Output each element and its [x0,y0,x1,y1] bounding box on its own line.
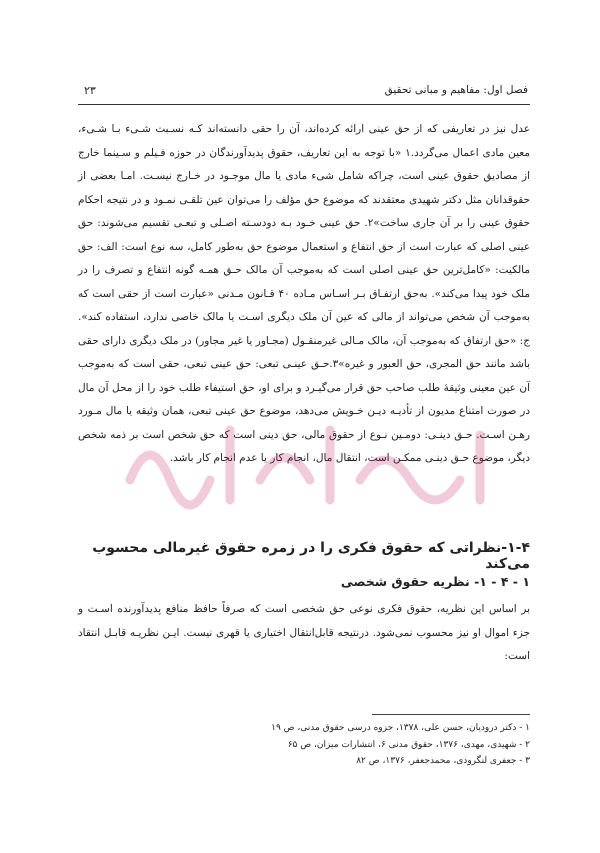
body-paragraph: عدل نیز در تعاریفی که از حق عینی ارائه کرده‌اند، آن را حقی دانسته‌اند کـه نسـبت شـیء بـا شـیء، معین مادی اعمال می‌گردد.۱ «با توجه به این تعاریف، حقوق پدیدآورندگان در حوزه فـیلم و سـینما خارج از مصادیق حقوق عینی است، چراکه شامل شیء مادی یا مال موجـود در خـارج نیسـت. امـا بعضی از حقوقدانان مثل دکتر شهیدی معتقدند که موضوع حق مؤلف را می‌توان عین تلقـی نمـود و در نتیجه احکام حقوق عینی را بر آن جاری ساخت»۲. حق عینی خـود بـه دودسـته اصـلی و تبعـی تقسیم می‌شوند: حق عینی اصلی که عبارت است از حق انتفاع و استعمال موضوع حق به‌طور کامل، سه نوع است: الف: حق مالکیت: «کامل‌ترین حق عینی اصلی است که به‌موجب آن مالک حـق همـه گونه انتفاع و تصرف را در ملک خود پیدا می‌کند». به‌حق ارتفـاق بـر اسـاس مـاده ۴۰ قـانون مـدنی «عبارت است از حقی است که به‌موجب آن شخص می‌تواند از مالی که عین آن ملک دیگری اسـت یا مالک خاصی ندارد، استفاده کند». ج: «حق ارتفاق که به‌موجب آن، مالک مـالی غیرمنقـول (مجـاور یا غیر مجاور) در ملک دیگری دارای حقی باشد مانند حق المجری، حق العبور و غیره»۳.حـق عینـی تبعی: حق عینی تبعی، حقی است که به‌موجب آن عین معینی وثیقهٔ طلب صاحب حق قرار می‌گیـرد و برای او، حق استیفاء طلب خود را از محل آن مال در صورت امتناع مدیون از تأدیـه دیـن خـویش می‌دهد، موضوع حق عینی تبعی، همان وثیقه یا مال مـورد رهـن اسـت. حـق دینـی: دومـین نـوع از حقوق مالی، حق دینی است که حق شخص است بر ذمه شخص دیگر، موضوع حـق دینـی ممکـن است، انتقال مال، انجام کار یا عدم انجام کار باشد. [78,123,530,464]
footnote-divider [372,714,530,715]
subsection-paragraph: بر اساس این نظریه، حقوق فکری نوعی حق شخصی است که صرفاً حافظ منافع پدیدآورنده اسـت و جزء اموال او نیز محسوب نمی‌شود. درنتیجه قابل‌انتقال اختیاری یا قهری نیست. ایـن نظریـه قابـل انتقاد است: [78,603,530,662]
section-heading: ۱-۴-نظراتی که حقوق فکری را در زمره حقوق غیرمالی محسوب می‌کند [92,540,530,572]
footnotes [78,720,530,770]
watermark-logo [110,410,510,520]
footnote-1: ۱ - دکتر درودیان، حسن علی، ۱۳۷۸، جزوه درسی حقوق مدنی، ص ۱۹ [271,723,530,733]
footnote-3: ۳ - جعفری لنگرودی، محمدجعفر، ۱۳۷۶، ص ۸۲ [356,756,530,766]
running-header [78,78,530,105]
subsection-text [78,598,530,669]
subsection-heading: ۱ - ۴ - ۱- نظریه حقوق شخصی [340,574,530,589]
page-number: ۲۳ [84,84,96,97]
footnote-2: ۲ - شهیدی، مهدی، ۱۳۷۶، حقوق مدنی ۶، انتشارات میزان، ص ۶۵ [287,739,530,750]
chapter-title: فصل اول: مفاهیم و مبانی تحقیق [384,84,528,96]
